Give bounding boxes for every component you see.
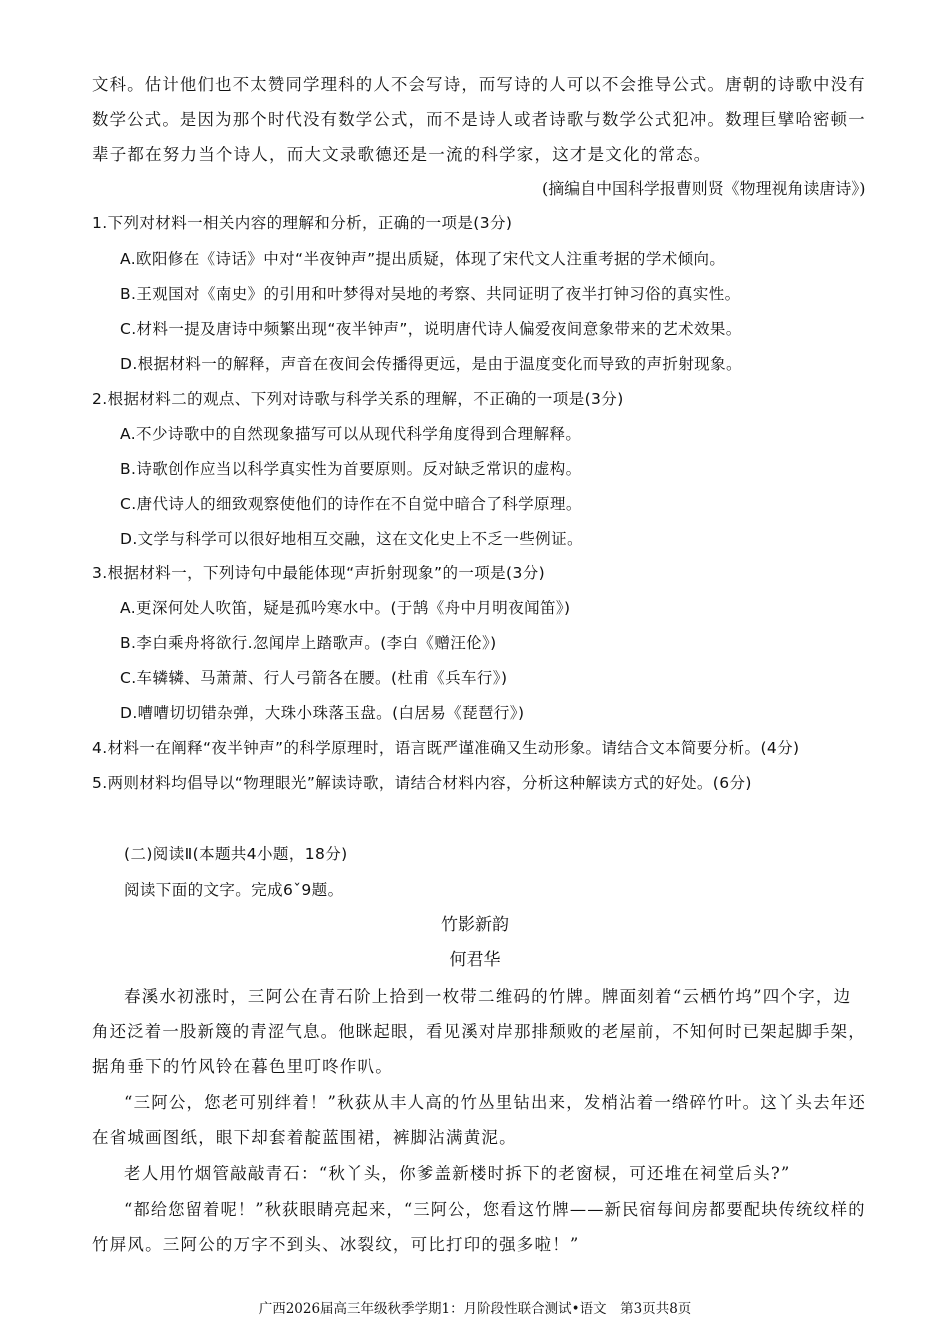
source-note: (摘编自中国科学报曹则贤《物理视角读唐诗》) (541, 179, 866, 198)
option-a: A.更深何处人吹笛，疑是孤吟寒水中。(于鹄《舟中月明夜闻笛》) (120, 599, 571, 617)
passage-line: 数学公式。是因为那个时代没有数学公式，而不是诗人或者诗歌与数学公式犯冲。数理巨擘哈密顿一 (92, 110, 866, 129)
option-d: D.文学与科学可以很好地相互交融，这在文化史上不乏一些例证。 (120, 530, 583, 548)
story-line: 竹屏风。三阿公的万字不到头、冰裂纹，可比打印的强多啦！” (92, 1235, 580, 1254)
option-a: A.欧阳修在《诗话》中对“半夜钟声”提出质疑，体现了宋代文人注重考据的学术倾向。 (120, 250, 726, 268)
story-title: 竹影新韵 (441, 915, 509, 935)
question-stem: 3.根据材料一，下列诗句中最能体现“声折射现象”的一项是(3分) (92, 564, 546, 582)
option-a: A.不少诗歌中的自然现象描写可以从现代科学角度得到合理解释。 (120, 425, 582, 443)
option-b: B.李白乘舟将欲行.忽闻岸上踏歌声。(李白《赠汪伦》) (120, 634, 497, 652)
option-b: B.诗歌创作应当以科学真实性为首要原则。反对缺乏常识的虚构。 (120, 460, 582, 478)
passage-line: 文科。估计他们也不太赞同学理科的人不会写诗，而写诗的人可以不会推导公式。唐朝的诗歌中没有 (92, 75, 866, 94)
question-stem: 1.下列对材料一相关内容的理解和分析，正确的一项是(3分) (92, 214, 513, 232)
question-stem: 5.两则材料均倡导以“物理眼光”解读诗歌，请结合材料内容，分析这种解读方式的好处。(6分) (92, 774, 752, 792)
story-line: “三阿公，您老可别绊着！”秋荻从丰人高的竹丛里钻出来，发梢沾着一绺碎竹叶。这丫头去年还 (124, 1093, 866, 1112)
question-stem: 2.根据材料二的观点、下列对诗歌与科学关系的理解，不正确的一项是(3分) (92, 390, 624, 408)
option-b: B.王观国对《南史》的引用和叶梦得对吴地的考察、共同证明了夜半打钟习俗的真实性。 (120, 285, 741, 303)
option-c: C.材料一提及唐诗中频繁出现“夜半钟声”，说明唐代诗人偏爱夜间意象带来的艺术效果。 (120, 320, 742, 338)
story-line: 据角垂下的竹风铃在暮色里叮咚作叭。 (92, 1057, 393, 1076)
story-line: 春溪水初涨时，三阿公在青石阶上拾到一枚带二维码的竹牌。牌面刻着“云栖竹坞”四个字，边 (124, 987, 852, 1006)
story-line: 老人用竹烟管敲敲青石：“秋丫头，你爹盖新楼时拆下的老窗棂，可还堆在祠堂后头?” (124, 1164, 791, 1183)
passage-line: 辈子都在努力当个诗人，而大文录歌德还是一流的科学家，这才是文化的常态。 (92, 145, 712, 164)
option-d: D.嘈嘈切切错杂弹，大珠小珠落玉盘。(白居易《琵琶行》) (120, 704, 525, 722)
option-c: C.唐代诗人的细致观察使他们的诗作在不自觉中暗合了科学原理。 (120, 495, 582, 513)
story-line: “都给您留着呢！”秋荻眼睛亮起来，“三阿公，您看这竹牌——新民宿每间房都要配块传统纹样的 (124, 1200, 866, 1219)
story-line: 角还泛着一股新篾的青涩气息。他眯起眼，看见溪对岸那排颓败的老屋前，不知何时已架起脚手架， (92, 1022, 866, 1041)
option-d: D.根据材料一的解释，声音在夜间会传播得更远，是由于温度变化而导致的声折射现象。 (120, 355, 742, 373)
story-line: 在省城画图纸，眼下却套着靛蓝围裙，裤脚沾满黄泥。 (92, 1128, 517, 1147)
question-stem: 4.材料一在阐释“夜半钟声”的科学原理时，语言既严谨准确又生动形象。请结合文本简要分析。(4分) (92, 739, 800, 757)
section-instruction: 阅读下面的文字。完成6ˇ9题。 (124, 881, 344, 899)
option-c: C.车辚辚、马萧萧、行人弓箭各在腰。(杜甫《兵车行》) (120, 669, 508, 687)
page-footer: 广西2026届高三年级秋季学期1：月阶段性联合测试•语文 第3页共8页 (258, 1301, 692, 1317)
section-heading: (二)阅读Ⅱ(本题共4小题，18分) (124, 845, 348, 863)
story-author: 何君华 (449, 950, 501, 970)
